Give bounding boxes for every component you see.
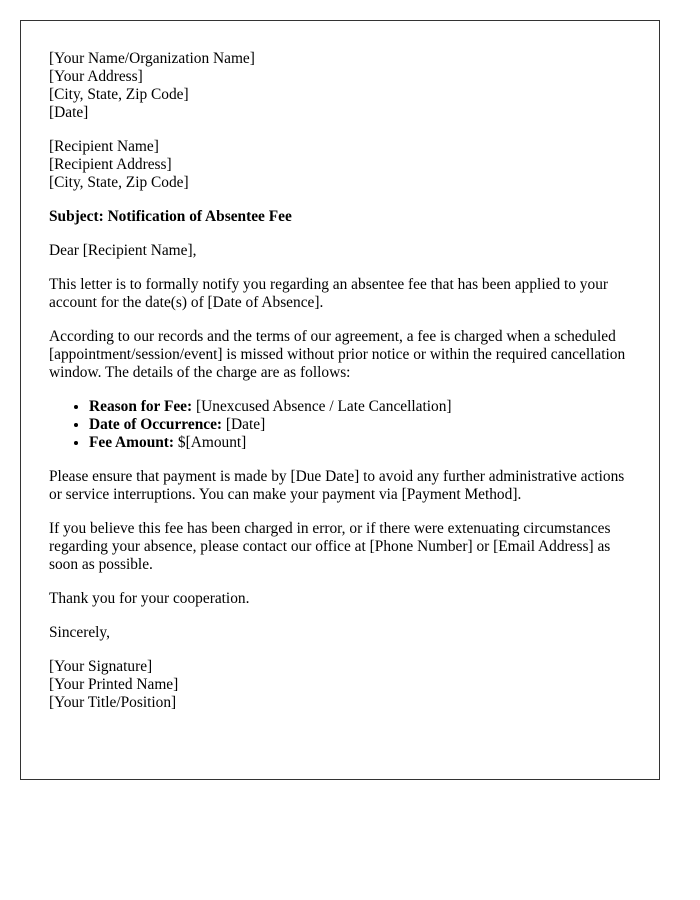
printed-name: [Your Printed Name] xyxy=(49,676,179,693)
recipient-name: [Recipient Name] xyxy=(49,138,159,155)
intro-paragraph: This letter is to formally notify you regarding an absentee fee that has been applied to your account for the date(s) of [Date of Absence]. xyxy=(49,276,609,311)
salutation: Dear [Recipient Name], xyxy=(49,242,197,259)
letter-page xyxy=(20,20,660,780)
signature: [Your Signature] xyxy=(49,658,153,675)
closing: Sincerely, xyxy=(49,624,110,641)
subject-line: Subject: Notification of Absentee Fee xyxy=(49,208,292,225)
detail-label: Fee Amount: xyxy=(89,434,175,451)
sender-name: [Your Name/Organization Name] xyxy=(49,50,255,67)
terms-paragraph: According to our records and the terms of our agreement, a fee is charged when a scheduled [appointment/session/event] is missed without prior notice or within the required cancellation window. The details of the charge are as follows: xyxy=(49,328,626,381)
detail-label: Date of Occurrence: xyxy=(89,416,223,433)
recipient-address: [Recipient Address] xyxy=(49,156,172,173)
recipient-city-state-zip: [City, State, Zip Code] xyxy=(49,174,189,191)
recipient-block xyxy=(49,138,631,192)
detail-label: Reason for Fee: xyxy=(89,398,193,415)
fee-details-list xyxy=(49,398,631,452)
dispute-paragraph: If you believe this fee has been charged in error, or if there were extenuating circumstances regarding your absence, please contact our office at [Phone Number] or [Email Address] as soon as possible. xyxy=(49,520,611,573)
detail-value: [Date] xyxy=(222,416,266,433)
fee-detail-amount xyxy=(89,434,631,452)
thanks-paragraph: Thank you for your cooperation. xyxy=(49,590,250,607)
detail-value: [Unexcused Absence / Late Cancellation] xyxy=(192,398,452,415)
sender-address: [Your Address] xyxy=(49,68,143,85)
payment-paragraph: Please ensure that payment is made by [Due Date] to avoid any further administrative actions or service interruptions. You can make your payment via [Payment Method]. xyxy=(49,468,625,503)
detail-value: $[Amount] xyxy=(174,434,247,451)
fee-detail-date xyxy=(89,416,631,434)
signature-block xyxy=(49,658,631,712)
sender-city-state-zip: [City, State, Zip Code] xyxy=(49,86,189,103)
letter-date: [Date] xyxy=(49,104,89,121)
fee-detail-reason xyxy=(89,398,631,416)
title-position: [Your Title/Position] xyxy=(49,694,177,711)
sender-block xyxy=(49,50,631,122)
